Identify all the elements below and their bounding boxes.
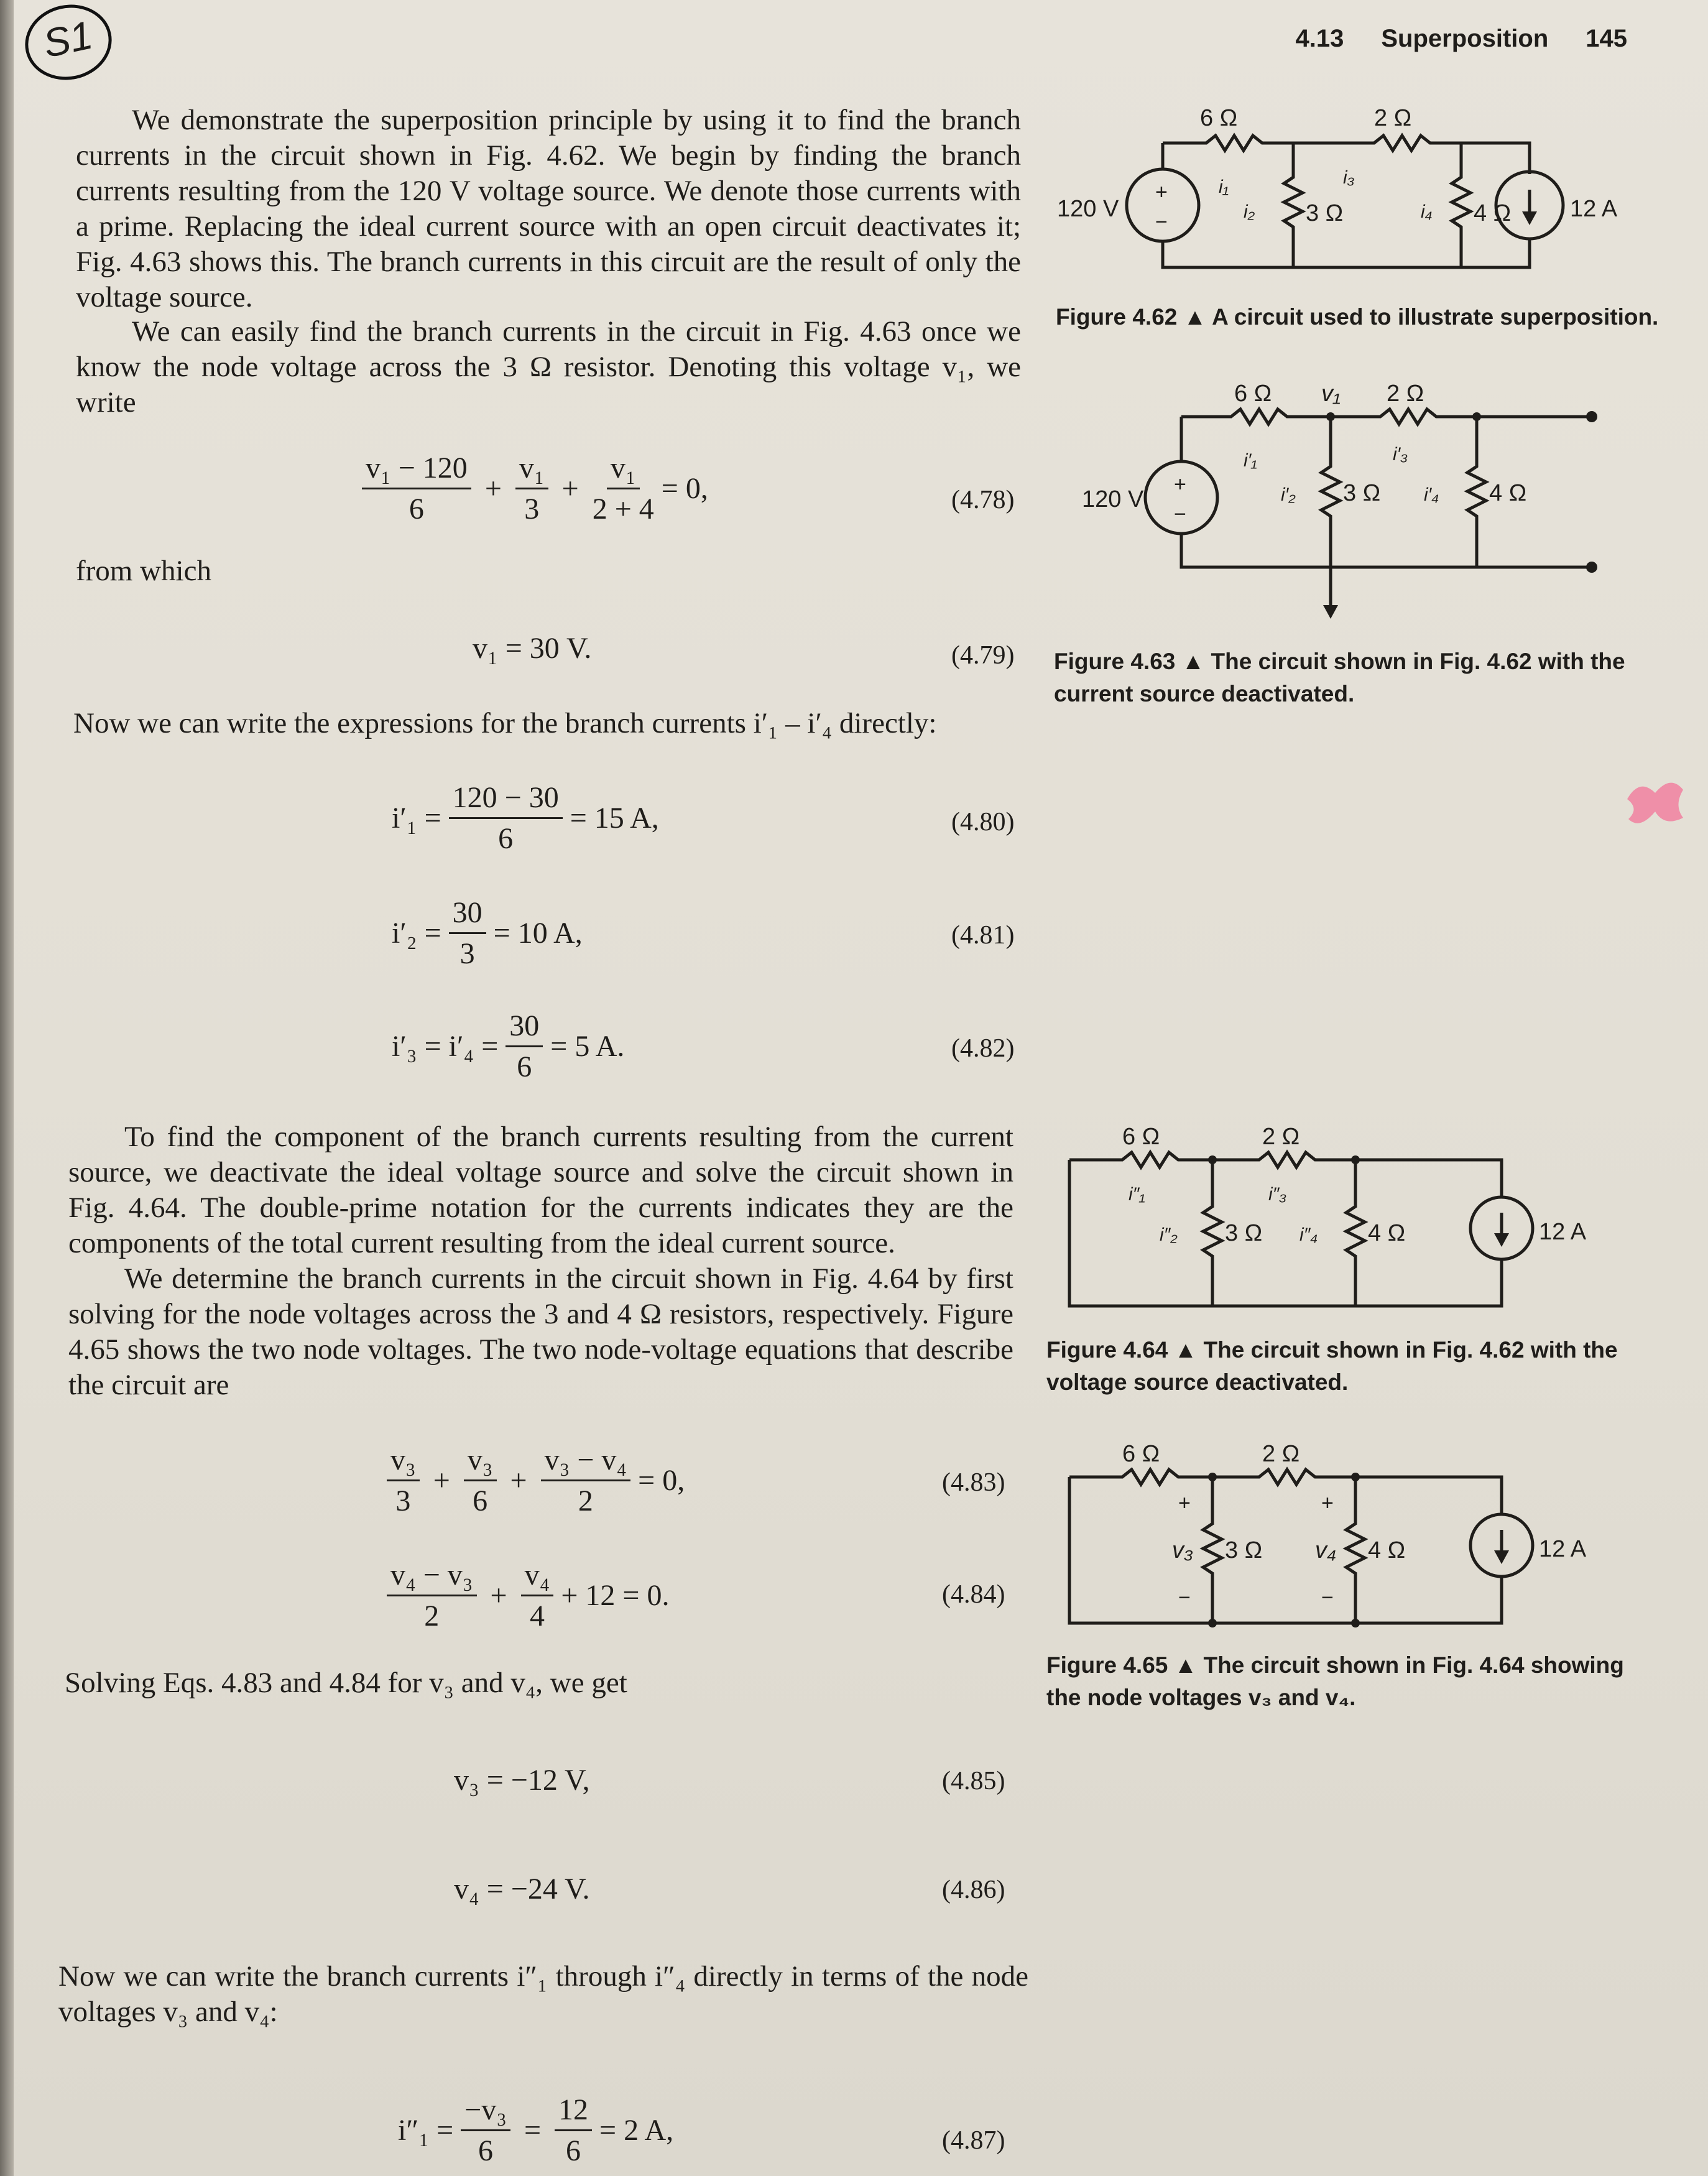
- v3-plus-sign: +: [1178, 1491, 1191, 1515]
- caption-figure-4-64: Figure 4.64 ▲ The circuit shown in Fig. 4.62 with the voltage source deactivated.: [1046, 1337, 1618, 1395]
- resistor-2-label: 2 Ω: [1374, 105, 1412, 131]
- current-i1-double-prime-label: i″₁: [1129, 1184, 1145, 1205]
- resistor-2-label: 2 Ω: [1262, 1441, 1300, 1467]
- resistor-3-label: 3 Ω: [1225, 1220, 1263, 1246]
- resistor-4-label: 4 Ω: [1368, 1220, 1406, 1246]
- equation-4-80: i′₁ = $\frac{120 - 30}{6}$ = 15 A,: [392, 781, 659, 855]
- plus-sign: +: [1174, 473, 1186, 496]
- resistor-6-label: 6 Ω: [1122, 1441, 1160, 1467]
- plus-sign: +: [1155, 180, 1168, 204]
- resistor-4-label: 4 Ω: [1474, 200, 1512, 226]
- figure-4-63: [1076, 373, 1666, 628]
- paragraph-6: We determine the branch currents in the circuit shown in Fig. 4.64 by first solving for the node voltages across the 3 and 4 Ω resistors, respectively. Figure 4.65 shows the two node voltages. The two node-voltage equations that describe the circuit are: [68, 1262, 1013, 1401]
- resistor-3-label: 3 Ω: [1343, 480, 1381, 506]
- circuit-4-63-diagram: [1076, 373, 1666, 628]
- paragraph-1: We demonstrate the superposition principle by using it to find the branch currents in the circuit shown in Fig. 4.62. We begin by finding the branch currents resulting from the 120 V voltage source. We denote those currents with a prime. Replacing the ideal current source with an open circuit deactivates it; Fig. 4.63 shows this. The branch currents in this circuit are the result of only the voltage source.: [76, 104, 1021, 313]
- caption-figure-4-63: Figure 4.63 ▲ The circuit shown in Fig. 4.62 with the current source deactivated.: [1054, 649, 1625, 706]
- equation-number-4-82: (4.82): [951, 1034, 1015, 1063]
- equation-4-82: i′₃ = i′₄ = $\frac{30}{6}$ = 5 A.: [392, 1009, 625, 1083]
- equation-number-4-80: (4.80): [951, 808, 1015, 836]
- paragraph-8: Now we can write the branch currents i″₁ through i″₄ directly in terms of the node voltages v₃ and v₄:: [58, 1960, 1028, 2028]
- v4-plus-sign: +: [1321, 1491, 1334, 1515]
- current-i2-label: i₂: [1244, 201, 1255, 222]
- caption-figure-4-62: Figure 4.62 ▲ A circuit used to illustrate superposition.: [1056, 304, 1659, 330]
- equation-number-4-86: (4.86): [942, 1876, 1005, 1904]
- section-number: 4.13: [1295, 25, 1344, 52]
- paragraph-4: Now we can write the expressions for the branch currents i′₁ – i′₄ directly:: [73, 707, 937, 739]
- current-i3-double-prime-label: i″₃: [1268, 1184, 1287, 1205]
- circuit-4-64-diagram: [1066, 1119, 1645, 1318]
- page-binding-edge: [0, 0, 14, 2176]
- figure-4-65: [1066, 1437, 1645, 1636]
- running-head: [1296, 25, 1628, 53]
- minus-sign: −: [1155, 210, 1168, 234]
- equation-number-4-78: (4.78): [951, 486, 1015, 514]
- circuit-4-62-diagram: [1051, 93, 1673, 299]
- circuit-4-65-diagram: [1066, 1437, 1645, 1636]
- paragraph-5: To find the component of the branch currents resulting from the current source, we deactivate the ideal voltage source and solve the circuit shown in Fig. 4.64. The double-prime notation for the currents indicates they are the components of the total current resulting from the ideal current source.: [68, 1121, 1013, 1259]
- current-i1-prime-label: i′₁: [1244, 450, 1257, 471]
- resistor-6-label: 6 Ω: [1234, 381, 1272, 407]
- equation-number-4-87: (4.87): [942, 2126, 1005, 2155]
- current-i4-double-prime-label: i″₄: [1299, 1225, 1318, 1245]
- equation-number-4-81: (4.81): [951, 921, 1015, 950]
- resistor-6-label: 6 Ω: [1122, 1124, 1160, 1150]
- resistor-4-label: 4 Ω: [1368, 1537, 1406, 1563]
- node-voltage-v1-label: v₁: [1321, 381, 1341, 407]
- current-source-label: 12 A: [1570, 196, 1618, 222]
- section-title: Superposition: [1381, 25, 1549, 52]
- resistor-3-label: 3 Ω: [1225, 1537, 1263, 1563]
- resistor-6-label: 6 Ω: [1200, 105, 1238, 131]
- equation-number-4-83: (4.83): [942, 1468, 1005, 1497]
- equation-4-86: v₄ = −24 V.: [454, 1873, 590, 1905]
- current-source-label: 12 A: [1539, 1536, 1587, 1562]
- pink-marker-smudge: [1621, 774, 1689, 830]
- caption-figure-4-65: Figure 4.65 ▲ The circuit shown in Fig. 4.64 showing the node voltages v₃ and v₄.: [1046, 1652, 1624, 1710]
- equation-number-4-79: (4.79): [951, 641, 1015, 670]
- current-i2-double-prime-label: i″₂: [1160, 1225, 1178, 1245]
- paragraph-2: We can easily find the branch currents in the circuit in Fig. 4.63 once we know the node voltage across the 3 Ω resistor. Denoting this voltage v₁, we write: [76, 315, 1021, 419]
- equation-4-87: i″₁ = $\frac{\text{−v₃}}{6}$ = $\frac{12}{6}$ = 2 A,: [398, 2093, 674, 2167]
- voltage-source-label: 120 V: [1057, 196, 1119, 222]
- minus-sign: −: [1174, 502, 1186, 526]
- handwritten-corner-mark: S1: [18, 0, 119, 88]
- v3-minus-sign: −: [1178, 1586, 1191, 1609]
- voltage-source-label: 120 V: [1082, 486, 1144, 512]
- current-i3-label: i₃: [1343, 167, 1355, 188]
- resistor-2-label: 2 Ω: [1262, 1124, 1300, 1150]
- paragraph-7: Solving Eqs. 4.83 and 4.84 for v₃ and v₄, we get: [65, 1667, 627, 1699]
- page-number: 145: [1586, 25, 1627, 52]
- v4-minus-sign: −: [1321, 1586, 1334, 1609]
- equation-4-85: v₃ = −12 V,: [454, 1764, 590, 1797]
- current-i2-prime-label: i′₂: [1281, 484, 1296, 505]
- paragraph-3: from which: [76, 555, 211, 587]
- current-source-label: 12 A: [1539, 1219, 1587, 1245]
- figure-4-62: [1051, 93, 1673, 299]
- equation-number-4-84: (4.84): [942, 1580, 1005, 1609]
- equation-4-79: v₁ = 30 V.: [473, 632, 592, 665]
- node-voltage-v3-label: v₃: [1172, 1537, 1194, 1563]
- equation-4-78: $\frac{\text{v₁ − 120}}{6}$ + $\frac{\text{v₁}}{3}$ + $\frac{\text{v₁}}{2 + 4}$ = 0,: [354, 451, 708, 526]
- current-i4-label: i₄: [1421, 201, 1433, 222]
- node-voltage-v4-label: v₄: [1315, 1537, 1337, 1563]
- equation-4-84: $\frac{\text{v₄ − v₃}}{2}$ + $\frac{\text{v₄}}{4}$ + 12 = 0.: [379, 1558, 670, 1633]
- current-i4-prime-label: i′₄: [1424, 484, 1439, 505]
- resistor-2-label: 2 Ω: [1387, 381, 1424, 407]
- figure-4-64: [1066, 1119, 1645, 1318]
- current-i3-prime-label: i′₃: [1393, 444, 1408, 465]
- resistor-3-label: 3 Ω: [1306, 200, 1344, 226]
- equation-4-83: $\frac{\text{v₃}}{3}$ + $\frac{\text{v₃}}{6}$ + $\frac{\text{v₃ − v₄}}{2}$ = 0,: [379, 1443, 685, 1518]
- current-i1-label: i₁: [1219, 177, 1229, 197]
- equation-4-81: i′₂ = $\frac{30}{3}$ = 10 A,: [392, 896, 583, 970]
- resistor-4-label: 4 Ω: [1489, 480, 1527, 506]
- equation-number-4-85: (4.85): [942, 1767, 1005, 1795]
